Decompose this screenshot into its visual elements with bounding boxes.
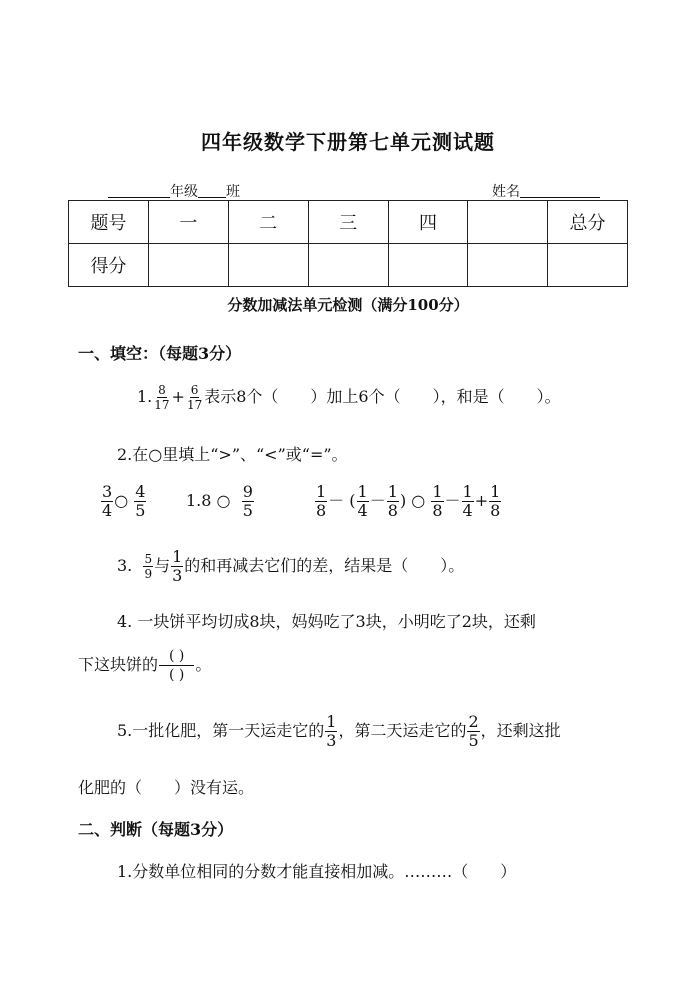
plus-sign: + <box>474 491 489 510</box>
question-2: 2.在○里填上“>”、“<”或“=”。 <box>117 445 348 464</box>
question-text: 5.一批化肥，第一天运走它的 <box>117 721 325 740</box>
score-cell[interactable] <box>228 244 308 287</box>
score-header-cell: 一 <box>148 201 228 244</box>
class-blank[interactable] <box>198 183 226 198</box>
question-5-line2: 化肥的（ ）没有运。 <box>78 778 255 797</box>
question-number: 3. <box>117 556 133 575</box>
fraction: $\frac{1}{8}$ <box>432 482 443 520</box>
name-field <box>492 181 600 201</box>
score-header-cell: 题号 <box>69 201 149 244</box>
section2-heading: 二、判断（每题3分） <box>78 820 234 839</box>
answer-fraction-blank[interactable]: $\frac{( )}{( )}$ <box>159 649 194 682</box>
fraction: $\frac{5}{9}$ <box>144 552 153 581</box>
question-text: ，第二天运走它的 <box>338 721 467 740</box>
score-cell[interactable] <box>468 244 548 287</box>
compare-circle[interactable]: ○ <box>411 491 426 510</box>
judge-question-1: 1.分数单位相同的分数才能直接相加减。………（ ） <box>117 862 517 881</box>
question-text: 。 <box>195 655 212 674</box>
question-4-line1: 4. 一块饼平均切成8块，妈妈吃了3块，小明吃了2块，还剩 <box>117 612 536 631</box>
score-row-label: 得分 <box>69 244 149 287</box>
question-text: 与 <box>154 556 171 575</box>
score-header-cell: 三 <box>308 201 388 244</box>
fraction: $\frac{1}{8}$ <box>387 482 398 520</box>
compare-circle[interactable]: ○ <box>216 491 231 510</box>
fraction: $\frac{1}{3}$ <box>172 547 183 585</box>
paren: ( <box>349 491 356 510</box>
fraction: $\frac{4}{5}$ <box>135 482 146 520</box>
decimal-value: 1.8 <box>186 491 212 510</box>
fraction: $\frac{1}{3}$ <box>326 712 337 750</box>
fraction: $\frac{1}{8}$ <box>490 482 501 520</box>
score-table-score-row <box>69 244 628 287</box>
fraction: $\frac{1}{4}$ <box>357 482 368 520</box>
fraction: $\frac{8}{17}$ <box>154 383 170 412</box>
compare-item-b <box>186 484 255 519</box>
score-header-cell <box>468 201 548 244</box>
minus-sign: － <box>369 491 386 510</box>
subtitle: 分数加减法单元检测（满分100分） <box>227 296 469 314</box>
compare-circle[interactable]: ○ <box>114 491 129 510</box>
question-text: 的和再减去它们的差，结果是（ ）。 <box>184 556 465 575</box>
fraction: $\frac{1}{4}$ <box>462 482 473 520</box>
score-header-cell: 四 <box>388 201 468 244</box>
question-text: 下这块饼的 <box>78 655 159 674</box>
class-label: 班 <box>226 184 240 200</box>
name-blank[interactable] <box>520 183 600 198</box>
question-text: 表示8个（ ）加上6个（ ），和是（ ）。 <box>204 387 561 406</box>
score-cell[interactable] <box>308 244 388 287</box>
minus-sign: － <box>328 491 345 510</box>
score-table <box>68 200 628 287</box>
grade-blank[interactable] <box>108 183 170 198</box>
fraction: $\frac{1}{8}$ <box>316 482 327 520</box>
compare-item-a <box>100 484 147 519</box>
score-cell[interactable] <box>548 244 628 287</box>
question-4-line2 <box>78 649 211 682</box>
fraction: $\frac{2}{5}$ <box>468 712 479 750</box>
fraction: $\frac{3}{4}$ <box>102 482 113 520</box>
compare-item-c <box>314 484 502 519</box>
score-cell[interactable] <box>148 244 228 287</box>
fraction: $\frac{6}{17}$ <box>186 383 203 412</box>
score-header-cell: 总分 <box>548 201 628 244</box>
name-label: 姓名 <box>492 184 520 200</box>
grade-label: 年级 <box>170 184 198 200</box>
score-header-cell: 二 <box>228 201 308 244</box>
page-title: 四年级数学下册第七单元测试题 <box>201 130 495 154</box>
grade-class-field <box>108 181 240 201</box>
question-3 <box>117 549 464 584</box>
fraction: $\frac{9}{5}$ <box>242 482 253 520</box>
question-number: 1. <box>137 387 153 406</box>
section1-heading: 一、填空：（每题3分） <box>78 344 242 363</box>
plus-sign: + <box>171 387 185 406</box>
score-table-header-row <box>69 201 628 244</box>
minus-sign: － <box>444 491 461 510</box>
question-text: ，还剩这批 <box>480 721 561 740</box>
score-cell[interactable] <box>388 244 468 287</box>
paren: ) <box>399 491 407 510</box>
question-1 <box>137 384 561 411</box>
question-5-line1 <box>117 714 561 749</box>
